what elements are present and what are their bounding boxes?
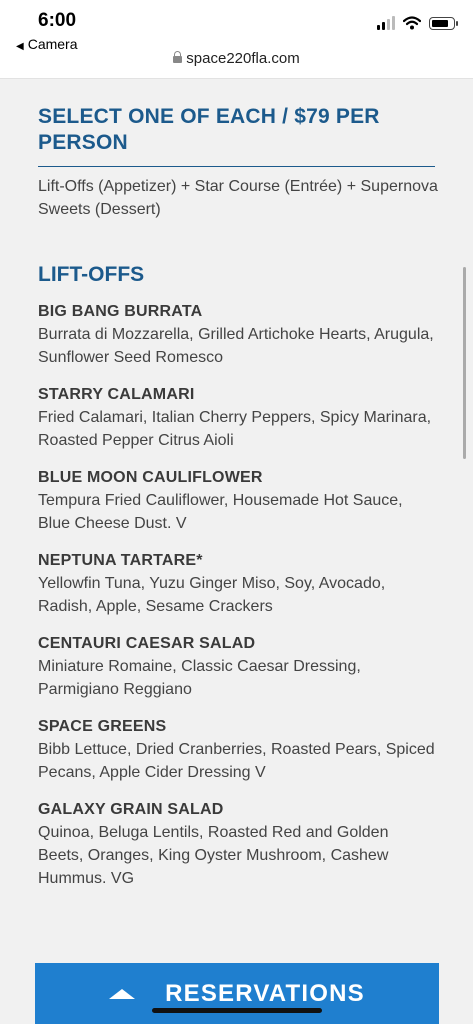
menu-content [38, 104, 438, 905]
wifi-icon [403, 16, 421, 30]
section-title-lift-offs: LIFT-OFFS [38, 263, 145, 286]
menu-item-description: Tempura Fried Cauliflower, Housemade Hot Sauce, Blue Cheese Dust. V [38, 492, 403, 532]
menu-item-description: Bibb Lettuce, Dried Cranberries, Roasted Pears, Spiced Pecans, Apple Cider Dressing V [38, 741, 435, 781]
menu-item-name: NEPTUNA TARTARE* [38, 552, 203, 569]
status-bar [0, 0, 473, 79]
back-arrow-icon: ◀ [16, 41, 24, 52]
menu-heading: SELECT ONE OF EACH / $79 PER PERSON [38, 105, 380, 154]
menu-item-name: BIG BANG BURRATA [38, 303, 203, 320]
menu-item [38, 384, 438, 452]
reservations-button[interactable] [35, 963, 439, 1024]
caret-up-icon [109, 989, 135, 999]
menu-item-description: Burrata di Mozzarella, Grilled Artichoke Hearts, Arugula, Sunflower Seed Romesco [38, 326, 434, 366]
menu-item-description: Miniature Romaine, Classic Caesar Dressing, Parmigiano Reggiano [38, 658, 361, 698]
status-icons [377, 16, 455, 30]
menu-item [38, 633, 438, 701]
menu-item-name: BLUE MOON CAULIFLOWER [38, 469, 263, 486]
menu-item [38, 799, 438, 890]
menu-item-description: Fried Calamari, Italian Cherry Peppers, Spicy Marinara, Roasted Pepper Citrus Aioli [38, 409, 432, 449]
menu-item-name: GALAXY GRAIN SALAD [38, 801, 224, 818]
lock-icon [173, 56, 182, 63]
heading-divider [38, 166, 435, 167]
menu-intro: Lift-Offs (Appetizer) + Star Course (Entrée) + Supernova Sweets (Dessert) [38, 178, 438, 218]
cellular-signal-icon [377, 16, 395, 30]
menu-item [38, 550, 438, 618]
home-indicator[interactable] [152, 1008, 322, 1013]
menu-item [38, 467, 438, 535]
menu-item [38, 716, 438, 784]
menu-item-name: SPACE GREENS [38, 718, 167, 735]
url-text: space220fla.com [186, 50, 300, 67]
menu-item-description: Yellowfin Tuna, Yuzu Ginger Miso, Soy, Avocado, Radish, Apple, Sesame Crackers [38, 575, 386, 615]
back-app-label: Camera [27, 36, 78, 52]
status-time: 6:00 [38, 10, 77, 31]
url-bar[interactable] [0, 50, 473, 67]
menu-item-name: CENTAURI CAESAR SALAD [38, 635, 256, 652]
menu-item-description: Quinoa, Beluga Lentils, Roasted Red and Golden Beets, Oranges, King Oyster Mushroom, Cashew Hummus. VG [38, 824, 389, 887]
menu-item-name: STARRY CALAMARI [38, 386, 195, 403]
menu-item [38, 301, 438, 369]
page-scrollbar[interactable] [463, 267, 466, 459]
battery-icon [429, 17, 455, 30]
reservations-label: RESERVATIONS [165, 979, 365, 1007]
